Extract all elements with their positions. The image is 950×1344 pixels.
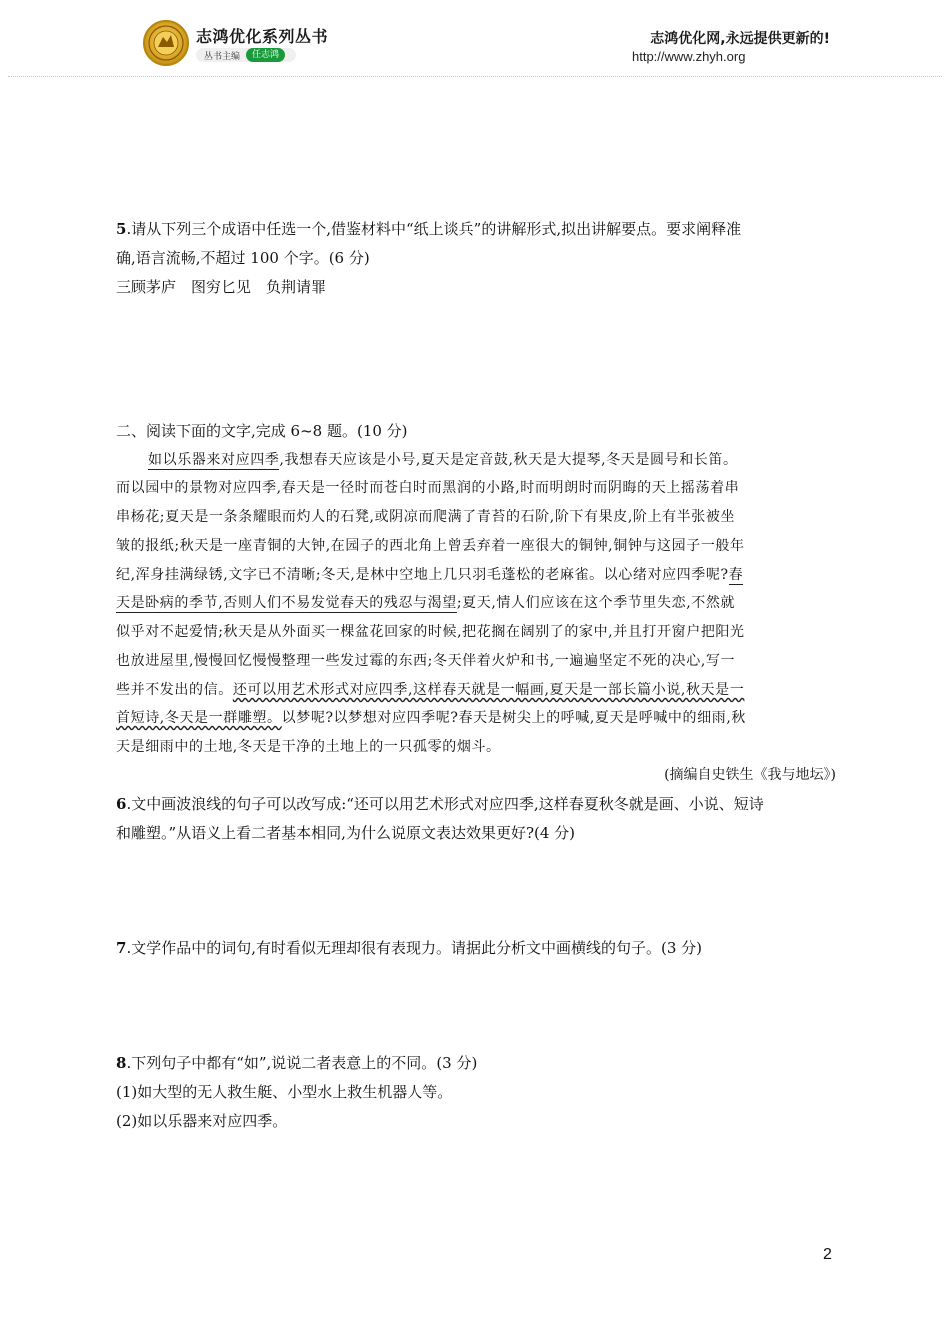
passage-wavy-art-end: 首短诗,冬天是一群雕塑。 [116, 710, 282, 726]
q8-number: 8 [116, 1054, 127, 1072]
editor-name: 任志鸿 [246, 48, 285, 62]
q5-line1 [116, 218, 836, 239]
q5-number: 5 [116, 220, 127, 238]
q8-line1 [116, 1052, 836, 1073]
passage-line-7: 似乎对不起爱情;秋天是从外面买一棵盆花回家的时候,把花搁在阔别了的家中,并且打开窗户把阳光 [116, 624, 745, 640]
q6-text-1: .文中画波浪线的句子可以改写成:“还可以用艺术形式对应四季,这样春夏秋冬就是画、小说、短诗 [126, 795, 764, 813]
passage-underline-ruyi: 如以乐器来对应四季 [148, 452, 280, 468]
passage-text: ;夏天,情人们应该在这个季节里失恋,不然就 [456, 595, 736, 611]
passage-text: 纪,浑身挂满绿锈,文字已不清晰;冬天,是林中空地上几只羽毛蓬松的老麻雀。以心绪对应四季呢? [116, 567, 729, 583]
q6-line1 [116, 793, 836, 814]
passage-line-1 [148, 449, 868, 469]
publisher-logo-seal-icon [143, 20, 189, 66]
passage-line-3: 串杨花;夏天是一条条耀眼而灼人的石凳,或阴凉而爬满了青苔的石阶,阶下有果皮,阶上有半张被坐 [116, 509, 736, 525]
passage-line-8: 也放进屋里,慢慢回忆慢慢整理一些发过霉的东西;冬天伴着火炉和书,一遍遍坚定不死的决心,写一 [116, 653, 736, 669]
site-url: http://www.zhyh.org [632, 49, 746, 64]
passage-text: 以梦呢?以梦想对应四季呢?春天是树尖上的呼喊,夏天是呼喊中的细雨,秋 [281, 710, 746, 726]
q8-item-1: (1)如大型的无人救生艇、小型水上救生机器人等。 [116, 1083, 453, 1101]
q6-number: 6 [116, 795, 127, 813]
q8-item-2: (2)如以乐器来对应四季。 [116, 1112, 288, 1130]
passage-underline-chun: 春 [728, 567, 744, 583]
passage-line-5 [116, 564, 836, 584]
passage-line-10 [116, 707, 836, 727]
q7-text-1: .文学作品中的词句,有时看似无理却很有表现力。请据此分析文中画横线的句子。(3 分) [126, 939, 702, 957]
editor-label: 丛书主编 [204, 52, 241, 62]
header-divider [8, 76, 942, 77]
site-slogan: 志鸿优化网,永远提供更新的! [650, 31, 830, 47]
passage-underline-wobing: 天是卧病的季节,否则人们不易发觉春天的残忍与渴望 [116, 595, 457, 611]
q7-line1 [116, 937, 836, 958]
passage-text: 些并不发出的信。 [116, 682, 233, 698]
page-number: 2 [823, 1246, 832, 1263]
series-editor-badge [196, 48, 296, 62]
passage-line-9 [116, 679, 836, 699]
passage-line-6 [116, 592, 836, 612]
passage-wavy-art: 还可以用艺术形式对应四季,这样春天就是一幅画,夏天是一部长篇小说,秋天是一 [232, 682, 745, 698]
q5-line2: 确,语言流畅,不超过 100 个字。(6 分) [116, 249, 370, 267]
passage-source: (摘编自史铁生《我与地坛》) [664, 767, 836, 783]
q5-text-1: .请从下列三个成语中任选一个,借鉴材料中“纸上谈兵”的讲解形式,拟出讲解要点。要求阐释准 [126, 220, 742, 238]
q5-idioms: 三顾茅庐 图穷匕见 负荆请罪 [116, 278, 327, 296]
passage-line-4: 皱的报纸;秋天是一座青铜的大钟,在园子的西北角上曾丢弃着一座很大的铜钟,铜钟与这园子一般年 [116, 538, 745, 554]
passage-line-2: 而以园中的景物对应四季,春天是一径时而苍白时而黑润的小路,时而明朗时而阴晦的天上摇荡着串 [116, 480, 740, 496]
series-title: 志鸿优化系列丛书 [196, 27, 329, 46]
section2-heading: 二、阅读下面的文字,完成 6~8 题。(10 分) [116, 422, 408, 440]
page-header [0, 0, 950, 80]
q7-number: 7 [116, 939, 127, 957]
q8-text-1: .下列句子中都有“如”,说说二者表意上的不同。(3 分) [126, 1054, 478, 1072]
q6-line2: 和雕塑。”从语义上看二者基本相同,为什么说原文表达效果更好?(4 分) [116, 824, 575, 842]
passage-text: ,我想春天应该是小号,夏天是定音鼓,秋天是大提琴,冬天是圆号和长笛。 [279, 452, 738, 468]
passage-line-11: 天是细雨中的土地,冬天是干净的土地上的一只孤零的烟斗。 [116, 739, 501, 755]
